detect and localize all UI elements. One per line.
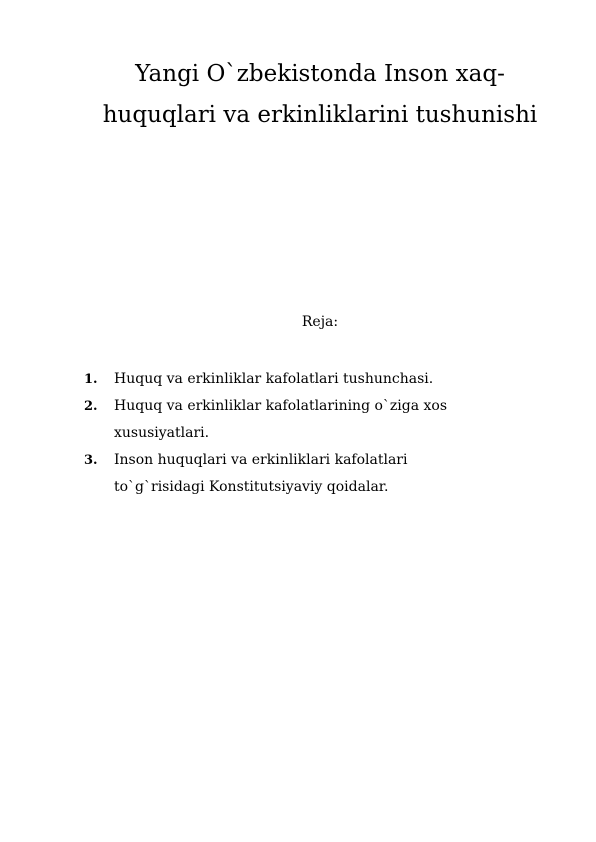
plan-item <box>84 366 514 393</box>
plan-item-text <box>114 447 514 501</box>
title-line-1: Yangi O`zbekistonda Inson xaq- <box>135 61 505 87</box>
plan-item-line: xususiyatlari. <box>114 425 210 441</box>
plan-list <box>84 366 514 501</box>
document-title <box>60 54 580 136</box>
plan-item-number: 1. <box>84 372 98 387</box>
plan-item-line: Huquq va erkinliklar kafolatlarining o`ziga xos <box>114 398 448 414</box>
plan-item-line: Huquq va erkinliklar kafolatlari tushunchasi. <box>114 371 434 387</box>
plan-item-number: 3. <box>84 453 98 468</box>
plan-item-line: Inson huquqlari va erkinliklari kafolatlari <box>114 452 408 468</box>
plan-item-line: to`g`risidagi Konstitutsiyaviy qoidalar. <box>114 479 389 495</box>
plan-heading: Reja: <box>301 314 339 330</box>
plan-item <box>84 393 514 447</box>
title-line-2: huquqlari va erkinliklarini tushunishi <box>102 102 538 128</box>
plan-item-text <box>114 366 514 393</box>
plan-item-number: 2. <box>84 399 98 414</box>
plan-item <box>84 447 514 501</box>
plan-item-text <box>114 393 514 447</box>
